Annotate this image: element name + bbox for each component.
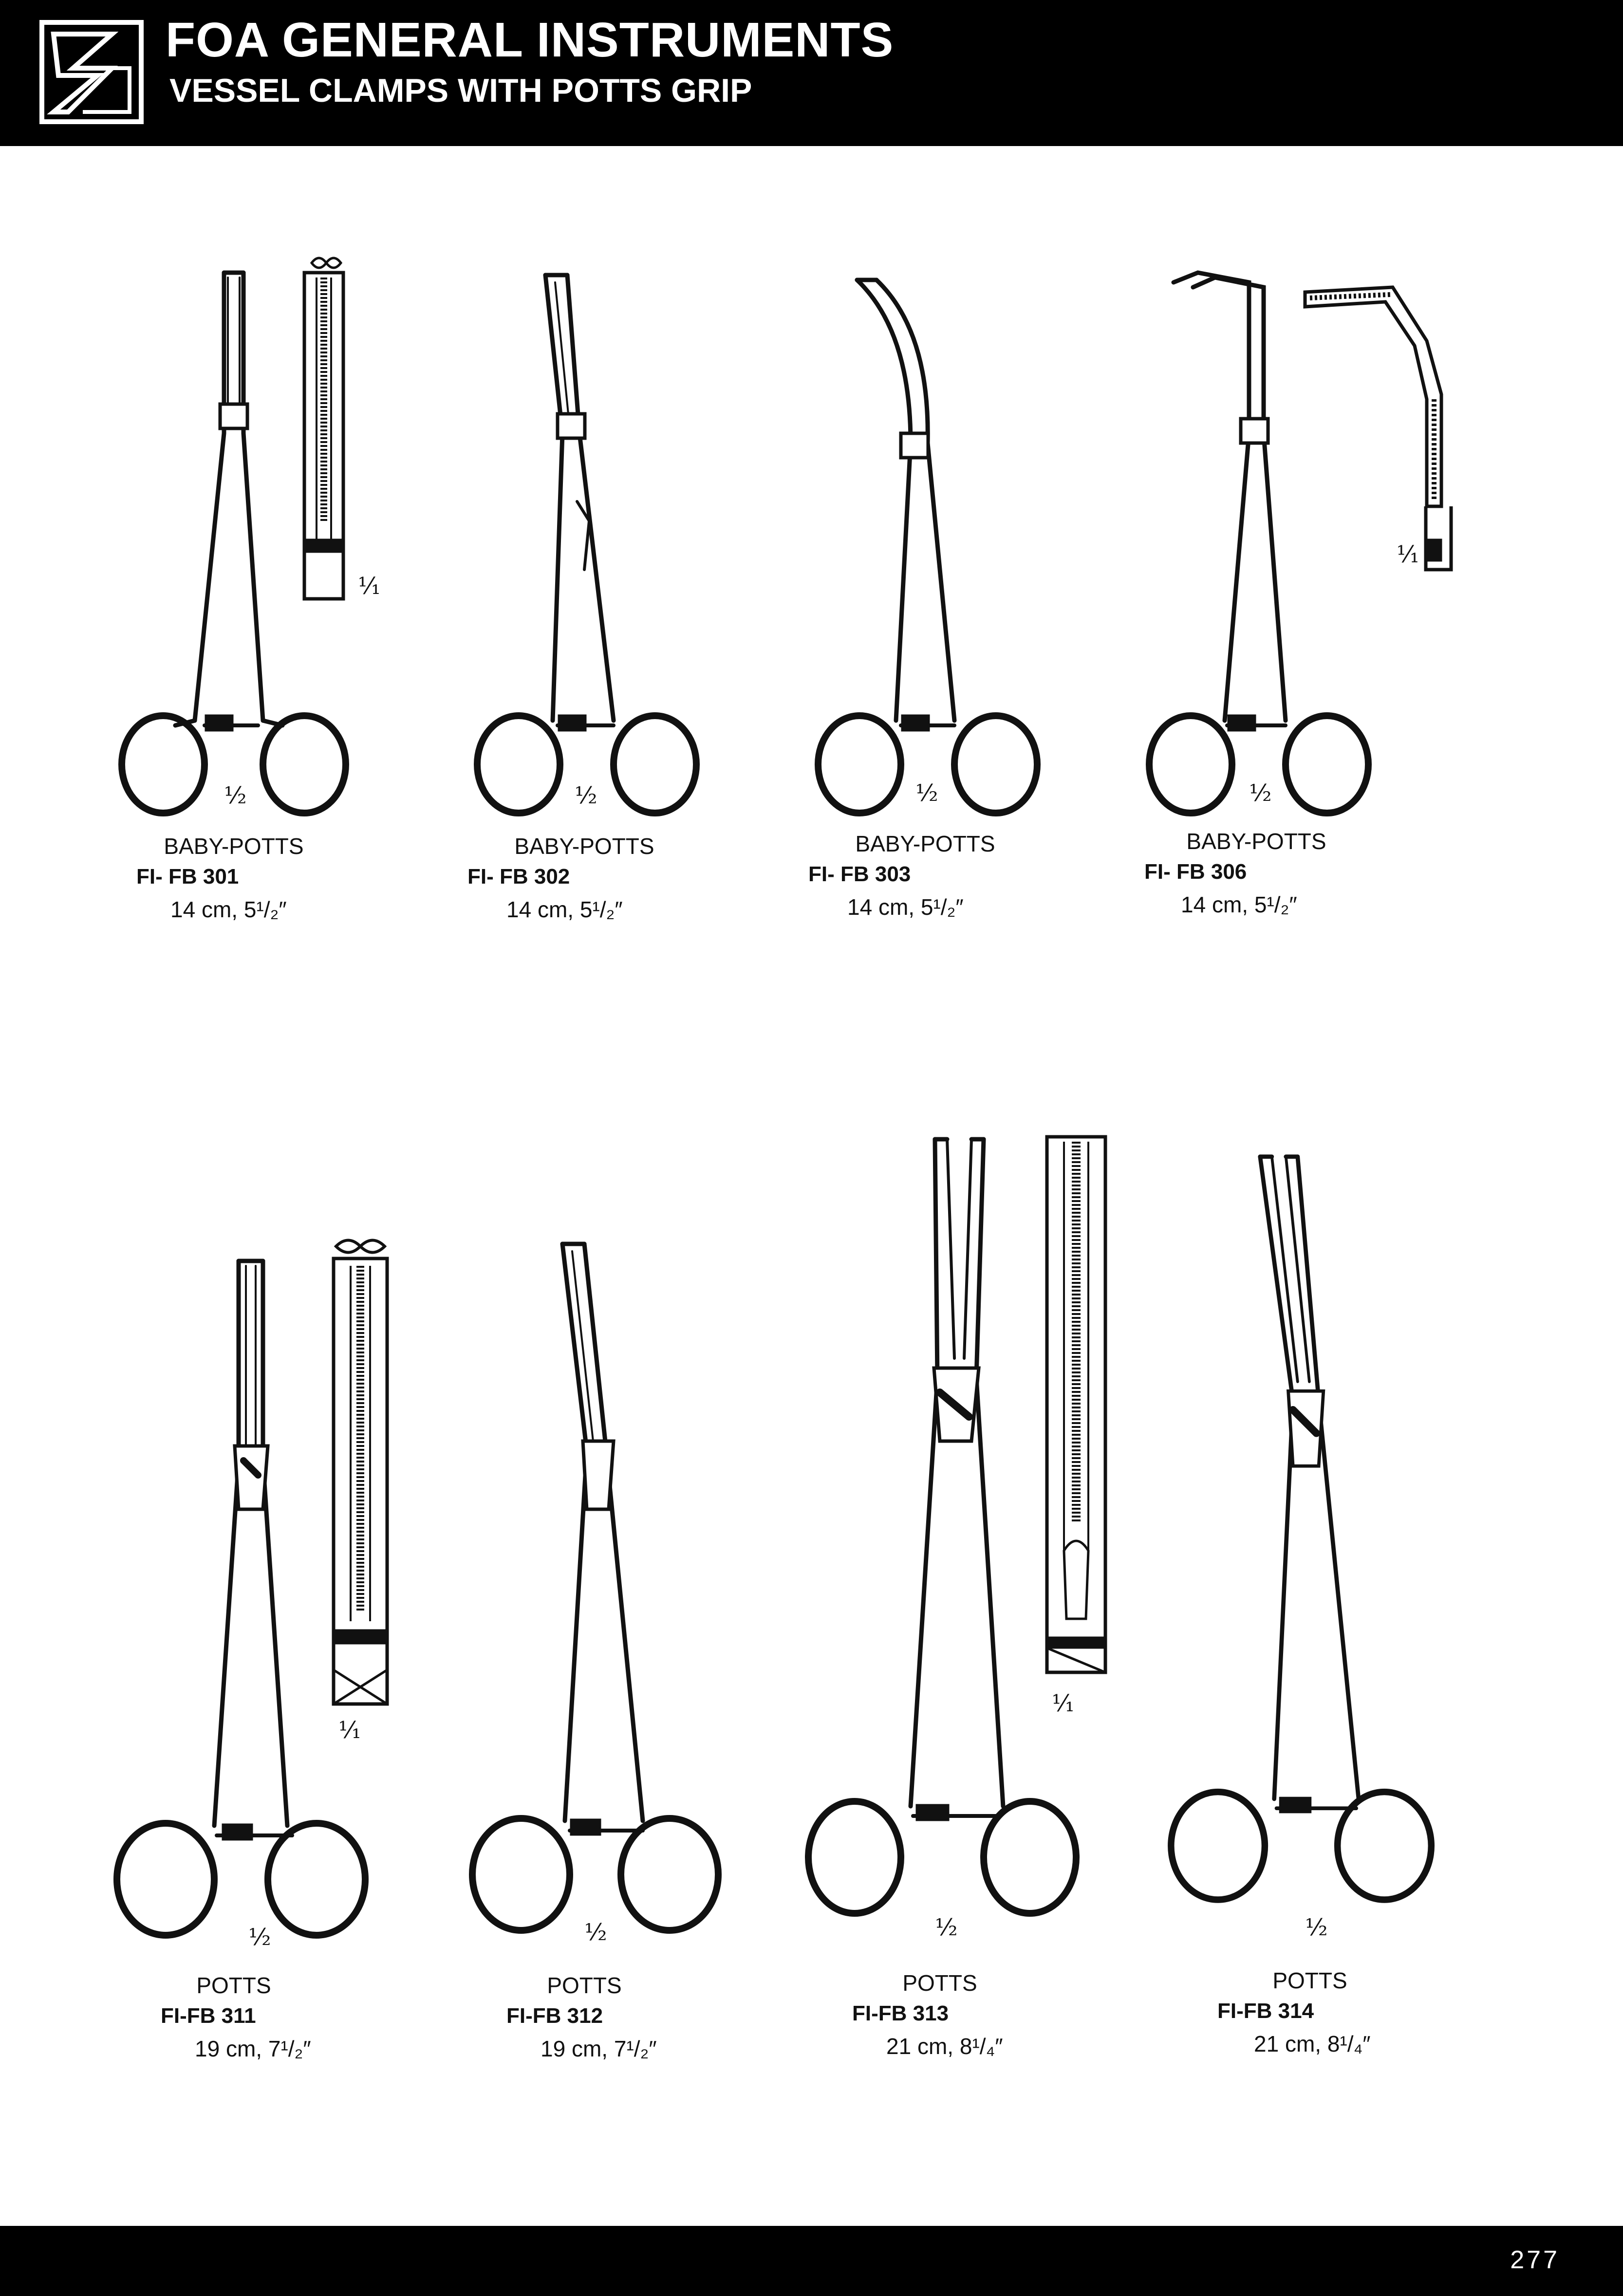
product-label-fb311 bbox=[114, 1974, 368, 2060]
straight-potts-clamp-illustration bbox=[107, 1246, 360, 1977]
product-name: POTTS bbox=[1272, 1968, 1347, 1993]
product-code: FI- FB 301 bbox=[136, 865, 239, 889]
product-label bbox=[458, 835, 711, 921]
product-name: BABY-POTTS bbox=[855, 831, 995, 856]
scale-label: ½ bbox=[915, 779, 938, 807]
detail-scale-label: ¹⁄₁ bbox=[358, 573, 381, 600]
page-subtitle: VESSEL CLAMPS WITH POTTS GRIP bbox=[169, 72, 752, 109]
product-code: FI-FB 312 bbox=[506, 2004, 603, 2028]
scale-label: ½ bbox=[584, 1919, 607, 1946]
product-label-fb313 bbox=[799, 1972, 1052, 2057]
product-code: FI- FB 303 bbox=[808, 862, 911, 886]
jaw-detail-fb306 bbox=[1295, 278, 1480, 579]
product-size: 14 cm, 5¹/₂″ bbox=[847, 894, 964, 920]
scale-label: ½ bbox=[224, 782, 247, 809]
detail-scale-label: ¹⁄₁ bbox=[1052, 1690, 1075, 1717]
product-name: BABY-POTTS bbox=[514, 833, 654, 859]
product-code: FI-FB 311 bbox=[161, 2004, 256, 2028]
jaw-detail-fb301 bbox=[297, 248, 355, 604]
product-fb311 bbox=[107, 1246, 360, 1951]
product-label bbox=[799, 833, 1052, 918]
scale-label: ½ bbox=[248, 1924, 271, 1951]
product-code: FI-FB 314 bbox=[1217, 1999, 1314, 2023]
product-size: 21 cm, 8¹/₄″ bbox=[1254, 2031, 1371, 2056]
product-name: POTTS bbox=[902, 1970, 977, 1996]
angled-potts-clamp-illustration bbox=[467, 1237, 721, 1967]
scale-label: ½ bbox=[1249, 779, 1272, 807]
product-size: 21 cm, 8¹/₄″ bbox=[886, 2034, 1003, 2059]
brand-title: FOA GENERAL INSTRUMENTS bbox=[166, 13, 894, 67]
curved-baby-potts-clamp-illustration bbox=[799, 258, 1052, 842]
product-size: 14 cm, 5¹/₂″ bbox=[1181, 892, 1297, 917]
product-label-fb312 bbox=[458, 1974, 711, 2060]
scale-label: ½ bbox=[935, 1914, 958, 1941]
product-size: 19 cm, 7¹/₂″ bbox=[541, 2036, 657, 2061]
product-size: 14 cm, 5¹/₂″ bbox=[170, 897, 287, 922]
angled-potts-clamp-illustration bbox=[1169, 1132, 1422, 1960]
product-name: POTTS bbox=[547, 1973, 622, 1998]
product-code: FI-FB 313 bbox=[852, 2001, 949, 2025]
product-label bbox=[1130, 830, 1383, 916]
straight-potts-clamp-illustration bbox=[808, 1129, 1062, 1957]
jaw-detail-fb313 bbox=[1037, 1132, 1115, 1677]
scale-label: ½ bbox=[1305, 1914, 1328, 1941]
catalog-header bbox=[0, 0, 1623, 146]
product-code: FI- FB 302 bbox=[467, 865, 570, 889]
product-size: 14 cm, 5¹/₂″ bbox=[506, 897, 623, 922]
detail-scale-label: ¹⁄₁ bbox=[338, 1717, 361, 1744]
product-fb303 bbox=[799, 258, 1052, 949]
product-fb302 bbox=[458, 258, 711, 949]
scale-label: ½ bbox=[575, 782, 597, 809]
product-name: POTTS bbox=[196, 1973, 271, 1998]
angled-baby-potts-clamp-illustration bbox=[458, 258, 711, 842]
product-fb312 bbox=[467, 1237, 721, 1946]
jaw-detail-fb311 bbox=[326, 1232, 394, 1709]
page-number: 277 bbox=[1510, 2246, 1560, 2274]
product-fb314 bbox=[1169, 1132, 1422, 1941]
fs-monogram-logo bbox=[39, 19, 144, 125]
detail-scale-label: ¹⁄₁ bbox=[1397, 541, 1419, 568]
product-name: BABY-POTTS bbox=[164, 833, 304, 859]
product-size: 19 cm, 7¹/₂″ bbox=[195, 2036, 311, 2061]
product-label bbox=[107, 835, 360, 921]
product-code: FI- FB 306 bbox=[1144, 860, 1247, 884]
product-label-fb314 bbox=[1169, 1969, 1422, 2055]
product-fb313 bbox=[808, 1129, 1062, 1941]
product-name: BABY-POTTS bbox=[1186, 829, 1326, 854]
catalog-footer bbox=[0, 2226, 1623, 2296]
